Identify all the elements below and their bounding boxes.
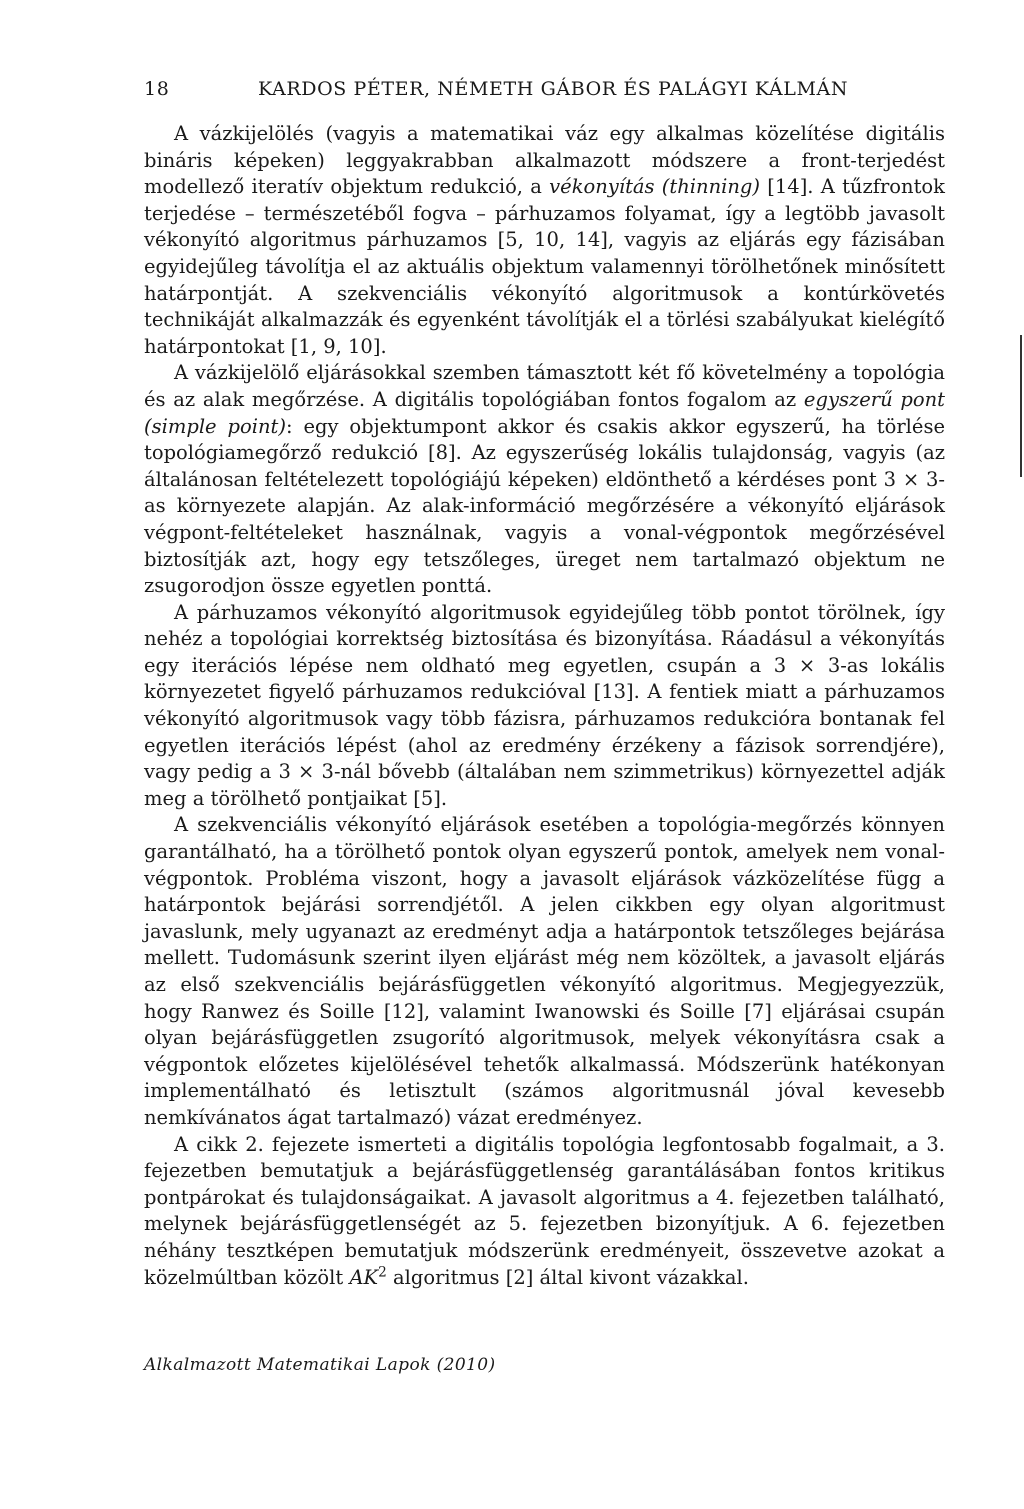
term-thinning: vékonyítás (thinning) xyxy=(549,175,761,199)
math-superscript: 2 xyxy=(378,1264,387,1281)
margin-change-bar xyxy=(1020,335,1022,477)
term-simple-point: egyszerű pont (simple point) xyxy=(144,387,946,438)
article-body xyxy=(144,121,945,1291)
page-header xyxy=(0,72,1024,108)
page-number: 18 xyxy=(144,78,170,100)
paragraph-2-text-b: : egy objektumpont akkor és csakis akkor egyszerű, ha törlése topológiamegőrző redukció [8]. Az egyszerűség lokális tulajdonság, vagyis (az általánosan feltételezett topológiájú képeken) eldönthető a kérdéses pont 3 × 3-as környezete alapján. Az alak-információ megőrzésére a vékonyító eljárások végpont-feltételeket használnak, vagyis a vonal-végpontok megőrzésével biztosítják azt, hogy egy tetszőleges, üreget nem tartalmazó objektum ne zsugorodjon össze egyetlen ponttá. xyxy=(144,414,945,598)
running-title: KARDOS PÉTER, NÉMETH GÁBOR ÉS PALÁGYI KÁLMÁN xyxy=(258,78,849,100)
paragraph-4: A szekvenciális vékonyító eljárások esetében a topológia-megőrzés könnyen garantálható, ha a törölhető pontok olyan egyszerű pontok, amelyek nem vonalvégpontok. Probléma viszont, hogy a javasolt eljárások vázközelítése függ a határpontok bejárási sorrendjétől. A jelen cikkben egy olyan algoritmust javaslunk, mely ugyanazt az eredményt adja a határpontok tetszőleges bejárása mellett. Tudomásunk szerint ilyen eljárást még nem közöltek, a javasolt eljárás az első szekvenciális bejárásfüggetlen vékonyító algoritmus. Megjegyezzük, hogy Ranwez és Soille [12], valamint Iwanowski és Soille [7] eljárásai csupán olyan bejárásfüggetlen zsugorító algoritmusok, melyek vékonyításra csak a végpontok előzetes kijelölésével tehetők alkalmassá. Módszerünk hatékonyan implementálható és letisztult (számos algoritmusnál jóval kevesebb nemkívánatos ágat tartalmazó) vázat eredményez. xyxy=(144,813,945,1129)
paragraph-5-text-a: A cikk 2. fejezete ismerteti a digitális topológia legfontosabb fogalmait, a 3. fejezetben bemutatjuk a bejárásfüggetlenség garantálásában fontos kritikus pontpárokat és tulajdonságaikat. A javasolt algoritmus a 4. fejezetben található, melynek bejárásfüggetlenségét az 5. fejezetben bizonyítjuk. A 6. fejezetben néhány tesztképen bemutatjuk módszerünk eredményeit, összevetve azokat a közelmúltban közölt xyxy=(144,1132,945,1289)
paragraph-2 xyxy=(144,360,945,599)
paragraph-1 xyxy=(144,121,945,360)
paragraph-5 xyxy=(144,1132,945,1292)
paragraph-2-text-a: A vázkijelölő eljárásokkal szemben támasztott két fő követelmény a topológia és az alak megőrzése. A digitális topológiában fontos fogalom az xyxy=(144,361,945,411)
math-ak: AK xyxy=(349,1265,379,1289)
journal-footer: Alkalmazott Matematikai Lapok (2010) xyxy=(144,1355,496,1375)
paragraph-1-text-b: [14]. A tűzfrontok terjedése – természetéből fogva – párhuzamos folyamat, így a legtöbb javasolt vékonyító algoritmus párhuzamos [5, 10, 14], vagyis az eljárás egy fázisában egyidejűleg távolítja el az aktuális objektum valamennyi törölhetőnek minősített határpontját. A szekvenciális vékonyító algoritmusok a kontúrkövetés technikáját alkalmazzák és egyenként távolítják el a törlési szabályukat kielégítő határpontokat [1, 9, 10]. xyxy=(144,175,945,358)
paragraph-3: A párhuzamos vékonyító algoritmusok egyidejűleg több pontot törölnek, így nehéz a topológiai korrektség biztosítása és bizonyítása. Ráadásul a vékonyítás egy iterációs lépése nem oldható meg egyetlen, csupán a 3 × 3-as lokális környezetet figyelő párhuzamos redukcióval [13]. A fentiek miatt a párhuzamos vékonyító algoritmusok vagy több fázisra, párhuzamos redukcióra bontanak fel egyetlen iterációs lépést (ahol az eredmény érzékeny a fázisok sorrendjére), vagy pedig a 3 × 3-nál bővebb (általában nem szimmetrikus) környezettel adják meg a törölhető pontjaikat [5]. xyxy=(144,600,945,810)
paragraph-1-text-a: A vázkijelölés (vagyis a matematikai váz egy alkalmas közelítése digitális bináris képeken) leggyakrabban alkalmazott módszere a front-terjedést modellező iteratív objektum redukció, a xyxy=(144,122,945,199)
paragraph-5-text-b: algoritmus [2] által kivont vázakkal. xyxy=(386,1265,749,1289)
